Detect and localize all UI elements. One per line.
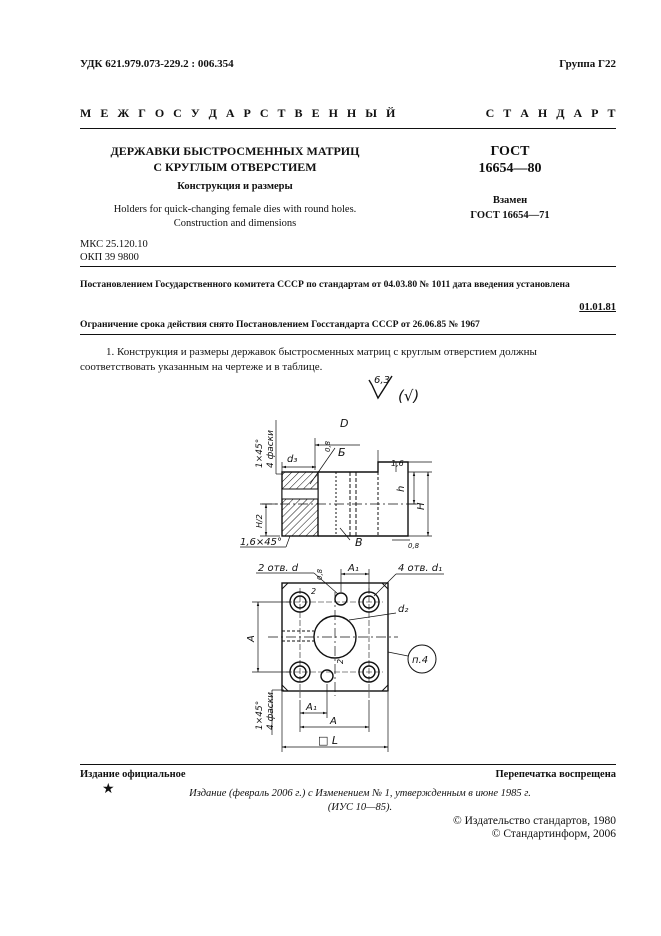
paragraph-1-line-2: соответствовать указанным на чертеже и в таблице. — [80, 361, 323, 373]
decree-date: 01.01.81 — [579, 302, 616, 313]
decree-text: Постановлением Государственного комитета СССР по стандартам от 04.03.80 № 1011 дата введения установлена — [80, 279, 570, 290]
edition-note-line-2: (ИУС 10—85). — [327, 802, 393, 813]
official-edition: Издание официальное — [80, 769, 186, 780]
copyright-block — [380, 815, 616, 841]
label-chamfer-bottom: 1×45° — [255, 700, 265, 730]
label-p4: п.4 — [412, 655, 429, 666]
title-line-1: ДЕРЖАВКИ БЫСТРОСМЕННЫХ МАТРИЦ — [110, 144, 360, 158]
label-d3: d₃ — [287, 454, 298, 465]
label-4-chamfers-top: 4 фаски — [266, 429, 276, 468]
label-A-left: A — [246, 635, 257, 642]
okp-code: ОКП 39 9800 — [80, 252, 139, 263]
label-2-holes-d: 2 отв. d — [258, 563, 299, 574]
limitation-text: Ограничение срока действия снято Постановлением Госстандарта СССР от 26.06.85 № 1967 — [80, 319, 480, 330]
label-08-bottom: 0,8 — [408, 542, 420, 550]
label-D: D — [340, 417, 349, 430]
subtitle: Конструкция и размеры — [177, 181, 293, 192]
reprint-prohibited: Перепечатка воспрещена — [495, 769, 616, 780]
standard-word: С Т А Н Д А Р Т — [485, 106, 616, 120]
roughness-value: 6,3 — [374, 375, 390, 386]
label-A1-top: A₁ — [348, 563, 359, 574]
label-V-cyr: В — [355, 536, 363, 549]
mks-code: МКС 25.120.10 — [80, 239, 148, 250]
label-08-mid: 0,8 — [316, 568, 324, 580]
gost-label: ГОСТ — [490, 144, 530, 159]
star-icon: ★ — [102, 782, 115, 797]
gost-number: 16654—80 — [478, 161, 542, 176]
label-h: h — [396, 485, 407, 492]
footer-rule — [80, 764, 616, 765]
label-2-a: 2 — [311, 587, 317, 596]
udk-code: УДК 621.979.073-229.2 : 006.354 — [80, 58, 234, 70]
label-A-bottom: A — [330, 716, 337, 727]
copyright-2: © Стандартинформ, 2006 — [491, 828, 616, 840]
pin-hole-top — [335, 593, 347, 605]
edition-note — [100, 787, 620, 815]
label-chamfer-1-6: 1,6×45° — [240, 537, 283, 548]
english-title-line-1: Holders for quick-changing female dies with round holes. — [113, 204, 357, 215]
copyright-1: © Издательство стандартов, 1980 — [452, 815, 616, 827]
label-L: □ L — [318, 734, 339, 747]
label-2-b: 2 — [336, 658, 345, 664]
edition-note-line-1: Издание (февраль 2006 г.) с Изменением № 1, утвержденным в июне 1985 г. — [189, 788, 531, 799]
english-title-line-2: Construction and dimensions — [173, 218, 297, 229]
label-H: H — [416, 502, 427, 510]
label-H-half: H/2 — [255, 514, 264, 528]
label-B-cyr: Б — [338, 446, 346, 459]
label-08-top: 0,8 — [324, 440, 332, 452]
replaces-gost: ГОСТ 16654—71 — [470, 210, 550, 221]
label-4-chamfers-bottom: 4 фаски — [266, 691, 276, 730]
interstate-word: М Е Ж Г О С У Д А Р С Т В Е Н Н Ы Й — [80, 106, 396, 120]
label-chamfer-top: 1×45° — [255, 438, 265, 468]
group-code: Группа Г22 — [559, 58, 616, 70]
label-4-holes-d1: 4 отв. d₁ — [398, 563, 443, 574]
label-A1-bottom: A₁ — [306, 702, 317, 713]
label-1-6: 1,6 — [391, 459, 404, 468]
replaces-label: Взамен — [492, 195, 528, 206]
paragraph-1-line-1: 1. Конструкция и размеры державок быстросменных матриц с круглым отверстием должны — [106, 346, 537, 358]
title-line-2: С КРУГЛЫМ ОТВЕРСТИЕМ — [153, 160, 317, 174]
roughness-paren: (√) — [398, 387, 420, 405]
label-d2: d₂ — [398, 604, 409, 615]
